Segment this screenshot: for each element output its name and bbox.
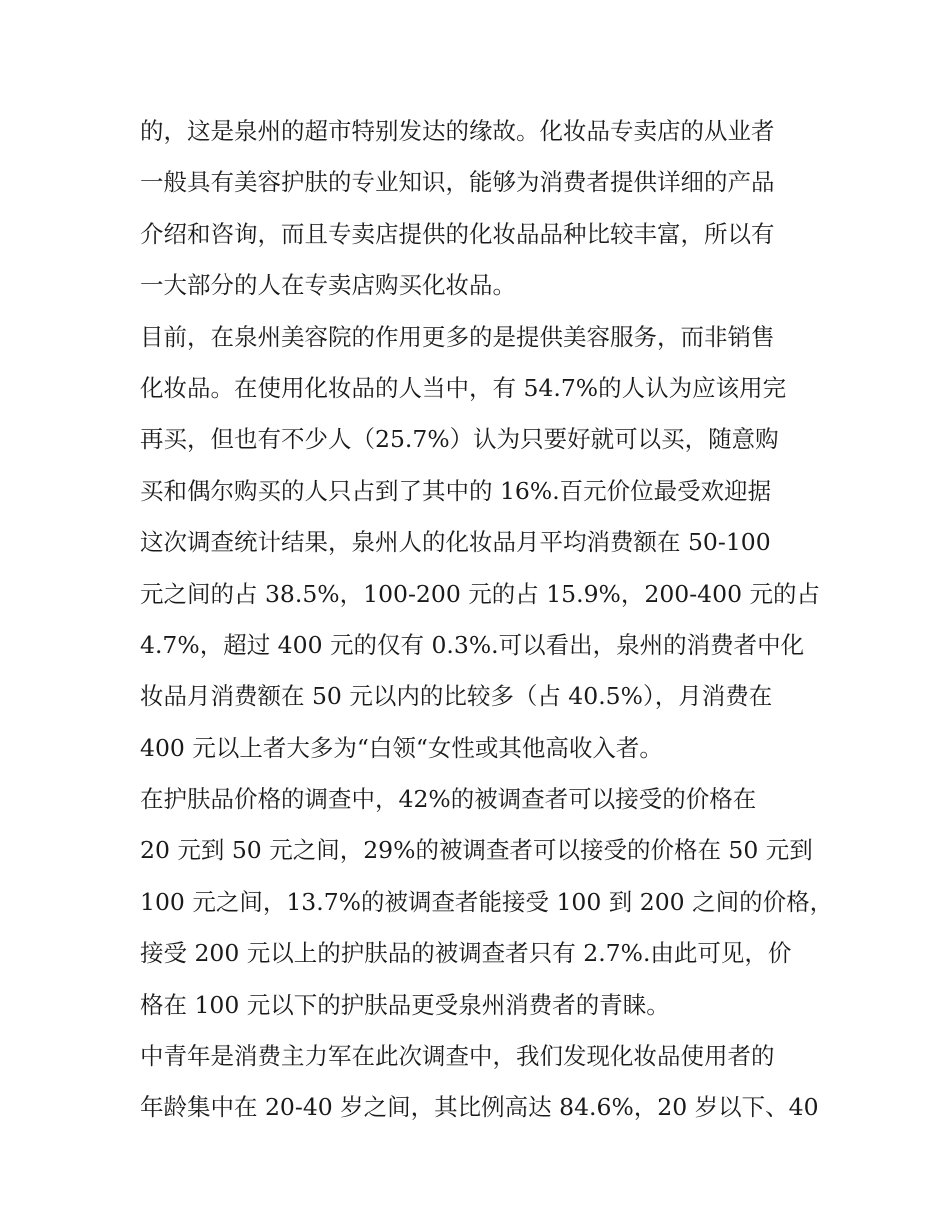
text-line: 妆品月消费额在 50 元以内的比较多（占 40.5%），月消费在: [140, 682, 773, 711]
text-line: 一般具有美容护肤的专业知识，能够为消费者提供详细的产品: [140, 168, 775, 197]
text-line: 年龄集中在 20-40 岁之间，其比例高达 84.6%，20 岁以下、40: [140, 1093, 819, 1122]
text-line: 一大部分的人在专卖店购买化妆品。: [140, 271, 516, 300]
text-line: 格在 100 元以下的护肤品更受泉州消费者的青睐。: [140, 990, 670, 1019]
text-line: 中青年是消费主力军在此次调查中，我们发现化妆品使用者的: [140, 1042, 775, 1071]
body-text: [140, 106, 834, 1134]
text-line: 元之间的占 38.5%，100-200 元的占 15.9%，200-400 元的占: [140, 579, 820, 608]
text-line: 100 元之间，13.7%的被调查者能接受 100 到 200 之间的价格，: [140, 887, 834, 916]
text-line: 400 元以上者大多为“白领“女性或其他高收入者。: [140, 733, 663, 762]
text-line: 的，这是泉州的超市特别发达的缘故。化妆品专卖店的从业者: [140, 117, 775, 145]
text-line: 买和偶尔购买的人只占到了其中的 16%.百元价位最受欢迎据: [140, 476, 772, 505]
text-line: 再买，但也有不少人（25.7%）认为只要好就可以买，随意购: [140, 425, 779, 454]
text-line: 20 元到 50 元之间，29%的被调查者可以接受的价格在 50 元到: [140, 836, 813, 865]
text-line: 目前，在泉州美容院的作用更多的是提供美容服务，而非销售: [140, 322, 775, 351]
text-line: 接受 200 元以上的护肤品的被调查者只有 2.7%.由此可见，价: [140, 939, 792, 968]
text-line: 化妆品。在使用化妆品的人当中，有 54.7%的人认为应该用完: [140, 373, 787, 402]
text-line: 在护肤品价格的调查中，42%的被调查者可以接受的价格在: [140, 785, 757, 814]
text-line: 这次调查统计结果，泉州人的化妆品月平均消费额在 50-100: [140, 528, 771, 557]
text-line: 4.7%，超过 400 元的仅有 0.3%.可以看出，泉州的消费者中化: [140, 630, 805, 659]
text-line: 介绍和咨询，而且专卖店提供的化妆品品种比较丰富，所以有: [140, 219, 775, 248]
